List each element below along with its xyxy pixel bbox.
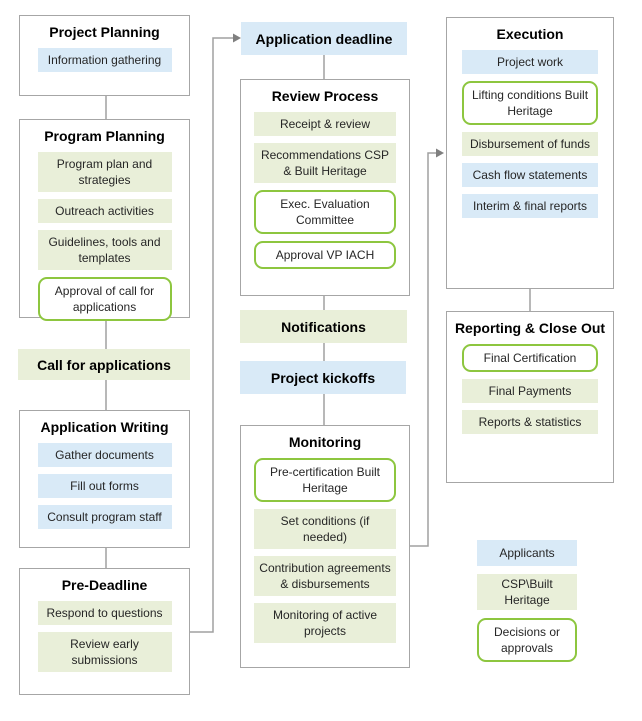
group-monitoring xyxy=(240,425,410,668)
group-title-pre-deadline: Pre-Deadline xyxy=(61,577,148,593)
step-monitoring-active-projects: Monitoring of active projects xyxy=(254,603,396,643)
step-information-gathering: Information gathering xyxy=(38,48,172,72)
step-reports-statistics: Reports & statistics xyxy=(462,410,598,434)
step-approval-of-call-for-applications: Approval of call for applications xyxy=(38,277,172,321)
group-reporting-close-out xyxy=(446,311,614,483)
step-set-conditions: Set conditions (if needed) xyxy=(254,509,396,549)
step-guidelines-tools-templates: Guidelines, tools and templates xyxy=(38,230,172,270)
legend-decisions-or-approvals: Decisions or approvals xyxy=(477,618,577,662)
group-title-execution: Execution xyxy=(496,26,564,42)
legend-applicants: Applicants xyxy=(477,540,577,566)
step-outreach-activities: Outreach activities xyxy=(38,199,172,223)
group-title-project-planning: Project Planning xyxy=(49,24,160,40)
step-disbursement-of-funds: Disbursement of funds xyxy=(462,132,598,156)
step-pre-certification-built-heritage: Pre-certification Built Heritage xyxy=(254,458,396,502)
milestone-application-deadline: Application deadline xyxy=(241,22,407,55)
step-interim-final-reports: Interim & final reports xyxy=(462,194,598,218)
group-title-review-process: Review Process xyxy=(271,88,379,104)
arrowhead-into-execution xyxy=(436,149,444,158)
group-title-application-writing: Application Writing xyxy=(40,419,169,435)
milestone-notifications: Notifications xyxy=(240,310,407,343)
milestone-project-kickoffs: Project kickoffs xyxy=(240,361,406,394)
step-gather-documents: Gather documents xyxy=(38,443,172,467)
step-consult-program-staff: Consult program staff xyxy=(38,505,172,529)
step-cash-flow-statements: Cash flow statements xyxy=(462,163,598,187)
step-project-work: Project work xyxy=(462,50,598,74)
connector-monitoring-execution xyxy=(410,153,437,546)
step-exec-evaluation-committee: Exec. Evaluation Committee xyxy=(254,190,396,234)
group-review-process xyxy=(240,79,410,296)
step-respond-to-questions: Respond to questions xyxy=(38,601,172,625)
group-program-planning xyxy=(19,119,190,318)
step-review-early-submissions: Review early submissions xyxy=(38,632,172,672)
step-final-payments: Final Payments xyxy=(462,379,598,403)
step-fill-out-forms: Fill out forms xyxy=(38,474,172,498)
step-program-plan-and-strategies: Program plan and strategies xyxy=(38,152,172,192)
step-receipt-and-review: Receipt & review xyxy=(254,112,396,136)
step-recommendations-csp-built-heritage: Recommendations CSP & Built Heritage xyxy=(254,143,396,183)
group-project-planning xyxy=(19,15,190,96)
group-title-monitoring: Monitoring xyxy=(288,434,362,450)
milestone-call-for-applications: Call for applications xyxy=(18,349,190,380)
step-contribution-agreements-disbursements: Contribution agreements & disbursements xyxy=(254,556,396,596)
group-application-writing xyxy=(19,410,190,548)
arrowhead-into-application-deadline xyxy=(233,34,241,43)
step-final-certification: Final Certification xyxy=(462,344,598,372)
legend-csp-built-heritage: CSP\Built Heritage xyxy=(477,574,577,610)
group-execution xyxy=(446,17,614,289)
connector-predeadline-applicationdeadline xyxy=(190,38,234,632)
step-lifting-conditions-built-heritage: Lifting conditions Built Heritage xyxy=(462,81,598,125)
group-title-program-planning: Program Planning xyxy=(44,128,165,144)
step-approval-vp-iach: Approval VP IACH xyxy=(254,241,396,269)
group-title-reporting-close-out: Reporting & Close Out xyxy=(454,320,606,336)
group-pre-deadline xyxy=(19,568,190,695)
